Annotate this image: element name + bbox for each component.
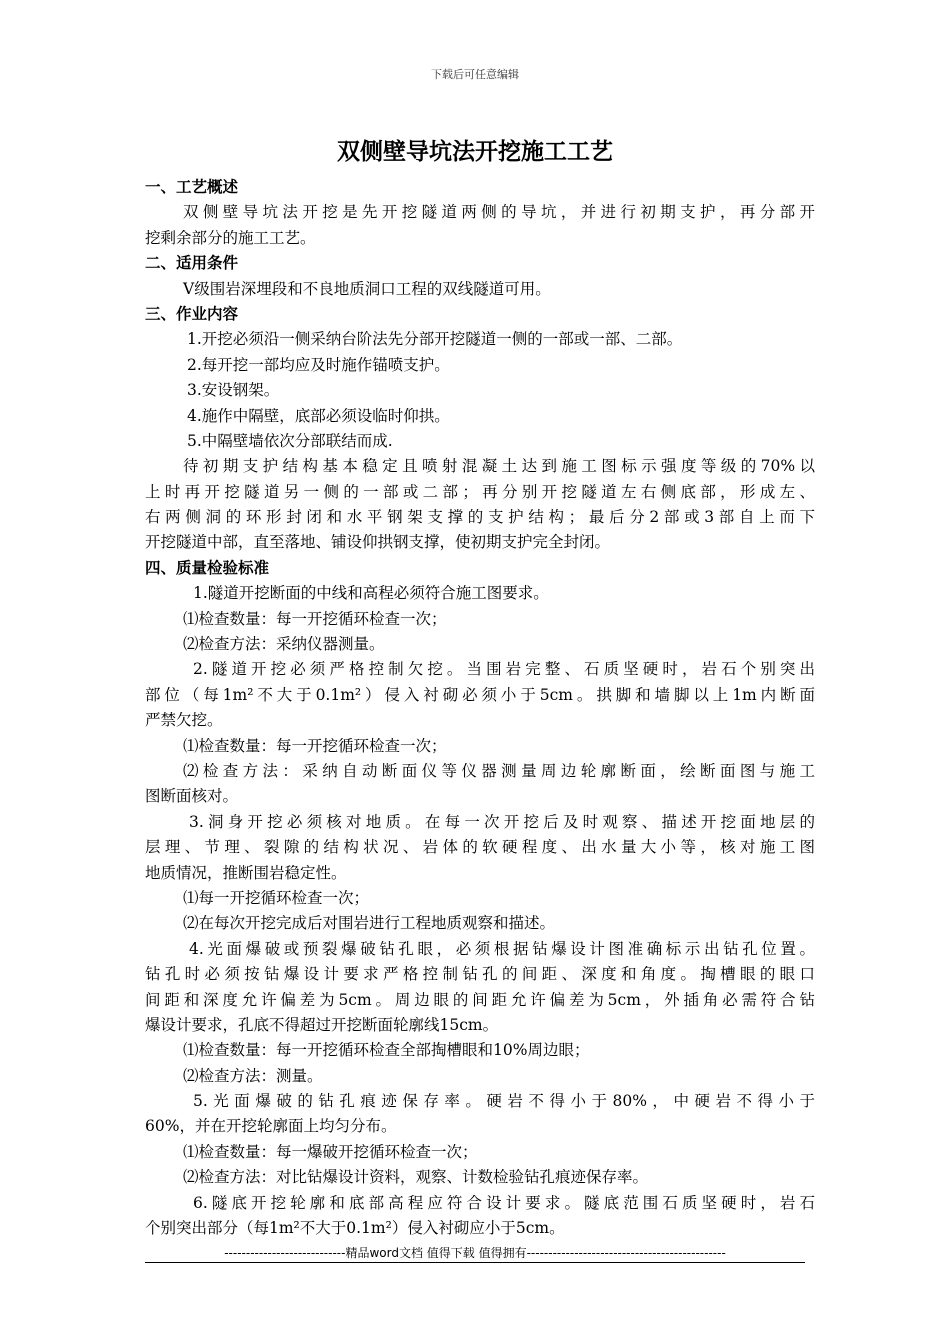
document-title: 双侧壁导坑法开挖施工工艺 [337, 139, 613, 165]
text-line: 右两侧洞的环形封闭和水平钢架支撑的支护结构；最后分2部或3部自上而下 [145, 508, 815, 527]
text-line: ⑵检查方法：采纳自动断面仪等仪器测量周边轮廓断面，绘断面图与施工 [183, 761, 815, 780]
text-line: 部位（每1m²不大于0.1m²）侵入衬砌必须小于5cm。拱脚和墙脚以上1m内断面 [145, 685, 815, 704]
text-line: Ⅴ级围岩深埋段和不良地质洞口工程的双线隧道可用。 [183, 279, 551, 298]
text-line: ⑵检查方法：采纳仪器测量。 [183, 635, 385, 654]
text-line: 层理、节理、裂隙的结构状况、岩体的软硬程度、出水量大小等，核对施工图 [145, 838, 815, 857]
text-line: 2.隧道开挖必须严格控制欠挖。当围岩完整、石质坚硬时，岩石个别突出 [193, 660, 815, 679]
text-line: 钻孔时必须按钻爆设计要求严格控制钻孔的间距、深度和角度。掏槽眼的眼口 [145, 965, 815, 984]
text-line: 1.隧道开挖断面的中线和高程必须符合施工图要求。 [193, 584, 549, 603]
text-line: 60%，并在开挖轮廓面上均匀分布。 [145, 1117, 397, 1136]
text-line: 4.施作中隔壁，底部必须设临时仰拱。 [187, 406, 450, 425]
text-line: 4.光面爆破或预裂爆破钻孔眼，必须根据钻爆设计图准确标示出钻孔位置。 [189, 939, 815, 958]
text-line: 严禁欠挖。 [145, 711, 223, 730]
text-line: 3.安设钢架。 [187, 381, 280, 400]
text-line: 个别突出部分（每1m²不大于0.1m²）侵入衬砌应小于5cm。 [145, 1219, 565, 1238]
text-line: 6.隧底开挖轮廓和底部高程应符合设计要求。隧底范围石质坚硬时，岩石 [193, 1193, 815, 1212]
text-line: 待初期支护结构基本稳定且喷射混凝土达到施工图标示强度等级的70%以 [183, 457, 815, 476]
text-line: ⑵在每次开挖完成后对围岩进行工程地质观察和描述。 [183, 914, 556, 933]
text-line: 挖剩余部分的施工工艺。 [145, 228, 316, 247]
text-line: 1.开挖必须沿一侧采纳台阶法先分部开挖隧道一侧的一部或一部、二部。 [187, 330, 683, 349]
text-line: 间距和深度允许偏差为5cm。周边眼的间距允许偏差为5cm，外插角必需符合钻 [145, 990, 815, 1009]
text-line: ⑵检查方法：对比钻爆设计资料，观察、计数检验钻孔痕迹保存率。 [183, 1168, 649, 1187]
text-line: 3.洞身开挖必须核对地质。在每一次开挖后及时观察、描述开挖面地层的 [189, 812, 815, 831]
text-line: ⑵检查方法：测量。 [183, 1066, 323, 1085]
text-line: 5.中隔壁墙依次分部联结而成. [187, 431, 393, 450]
footer-rule [145, 1262, 805, 1263]
text-line: ⑴检查数量：每一爆破开挖循环检查一次； [183, 1142, 478, 1161]
document-body [145, 175, 815, 1241]
text-line: 爆设计要求，孔底不得超过开挖断面轮廓线15cm。 [145, 1015, 499, 1034]
text-line: 图断面核对。 [145, 787, 239, 806]
section-heading: 一、工艺概述 [145, 178, 239, 196]
text-line: 上时再开挖隧道另一侧的一部或二部；再分别开挖隧道左右侧底部，形成左、 [145, 482, 815, 501]
header-note: 下载后可任意编辑 [431, 68, 519, 81]
text-line: ⑴检查数量：每一开挖循环检查一次； [183, 736, 447, 755]
section-heading: 二、适用条件 [145, 254, 239, 273]
text-line: ⑴检查数量：每一开挖循环检查一次； [183, 609, 447, 628]
section-heading: 三、作业内容 [145, 304, 239, 323]
text-line: ⑴每一开挖循环检查一次； [183, 888, 370, 907]
text-line: ⑴检查数量：每一开挖循环检查全部掏槽眼和10%周边眼； [183, 1041, 590, 1060]
text-line: 2.每开挖一部均应及时施作锚喷支护。 [187, 355, 450, 374]
text-line: 双侧壁导坑法开挖是先开挖隧道两侧的导坑，并进行初期支护，再分部开 [183, 203, 815, 222]
text-line: 开挖隧道中部，直至落地、铺设仰拱钢支撑，使初期支护完全封闭。 [145, 533, 611, 552]
text-line: 5.光面爆破的钻孔痕迹保存率。硬岩不得小于80%，中硬岩不得小于 [193, 1092, 815, 1111]
text-line: 地质情况，推断围岩稳定性。 [145, 863, 347, 882]
footer-banner: ----------------------------精品word文档 值得下载 值得拥有---------------------------------------------- [224, 1246, 726, 1260]
section-heading: 四、质量检验标准 [145, 558, 270, 577]
